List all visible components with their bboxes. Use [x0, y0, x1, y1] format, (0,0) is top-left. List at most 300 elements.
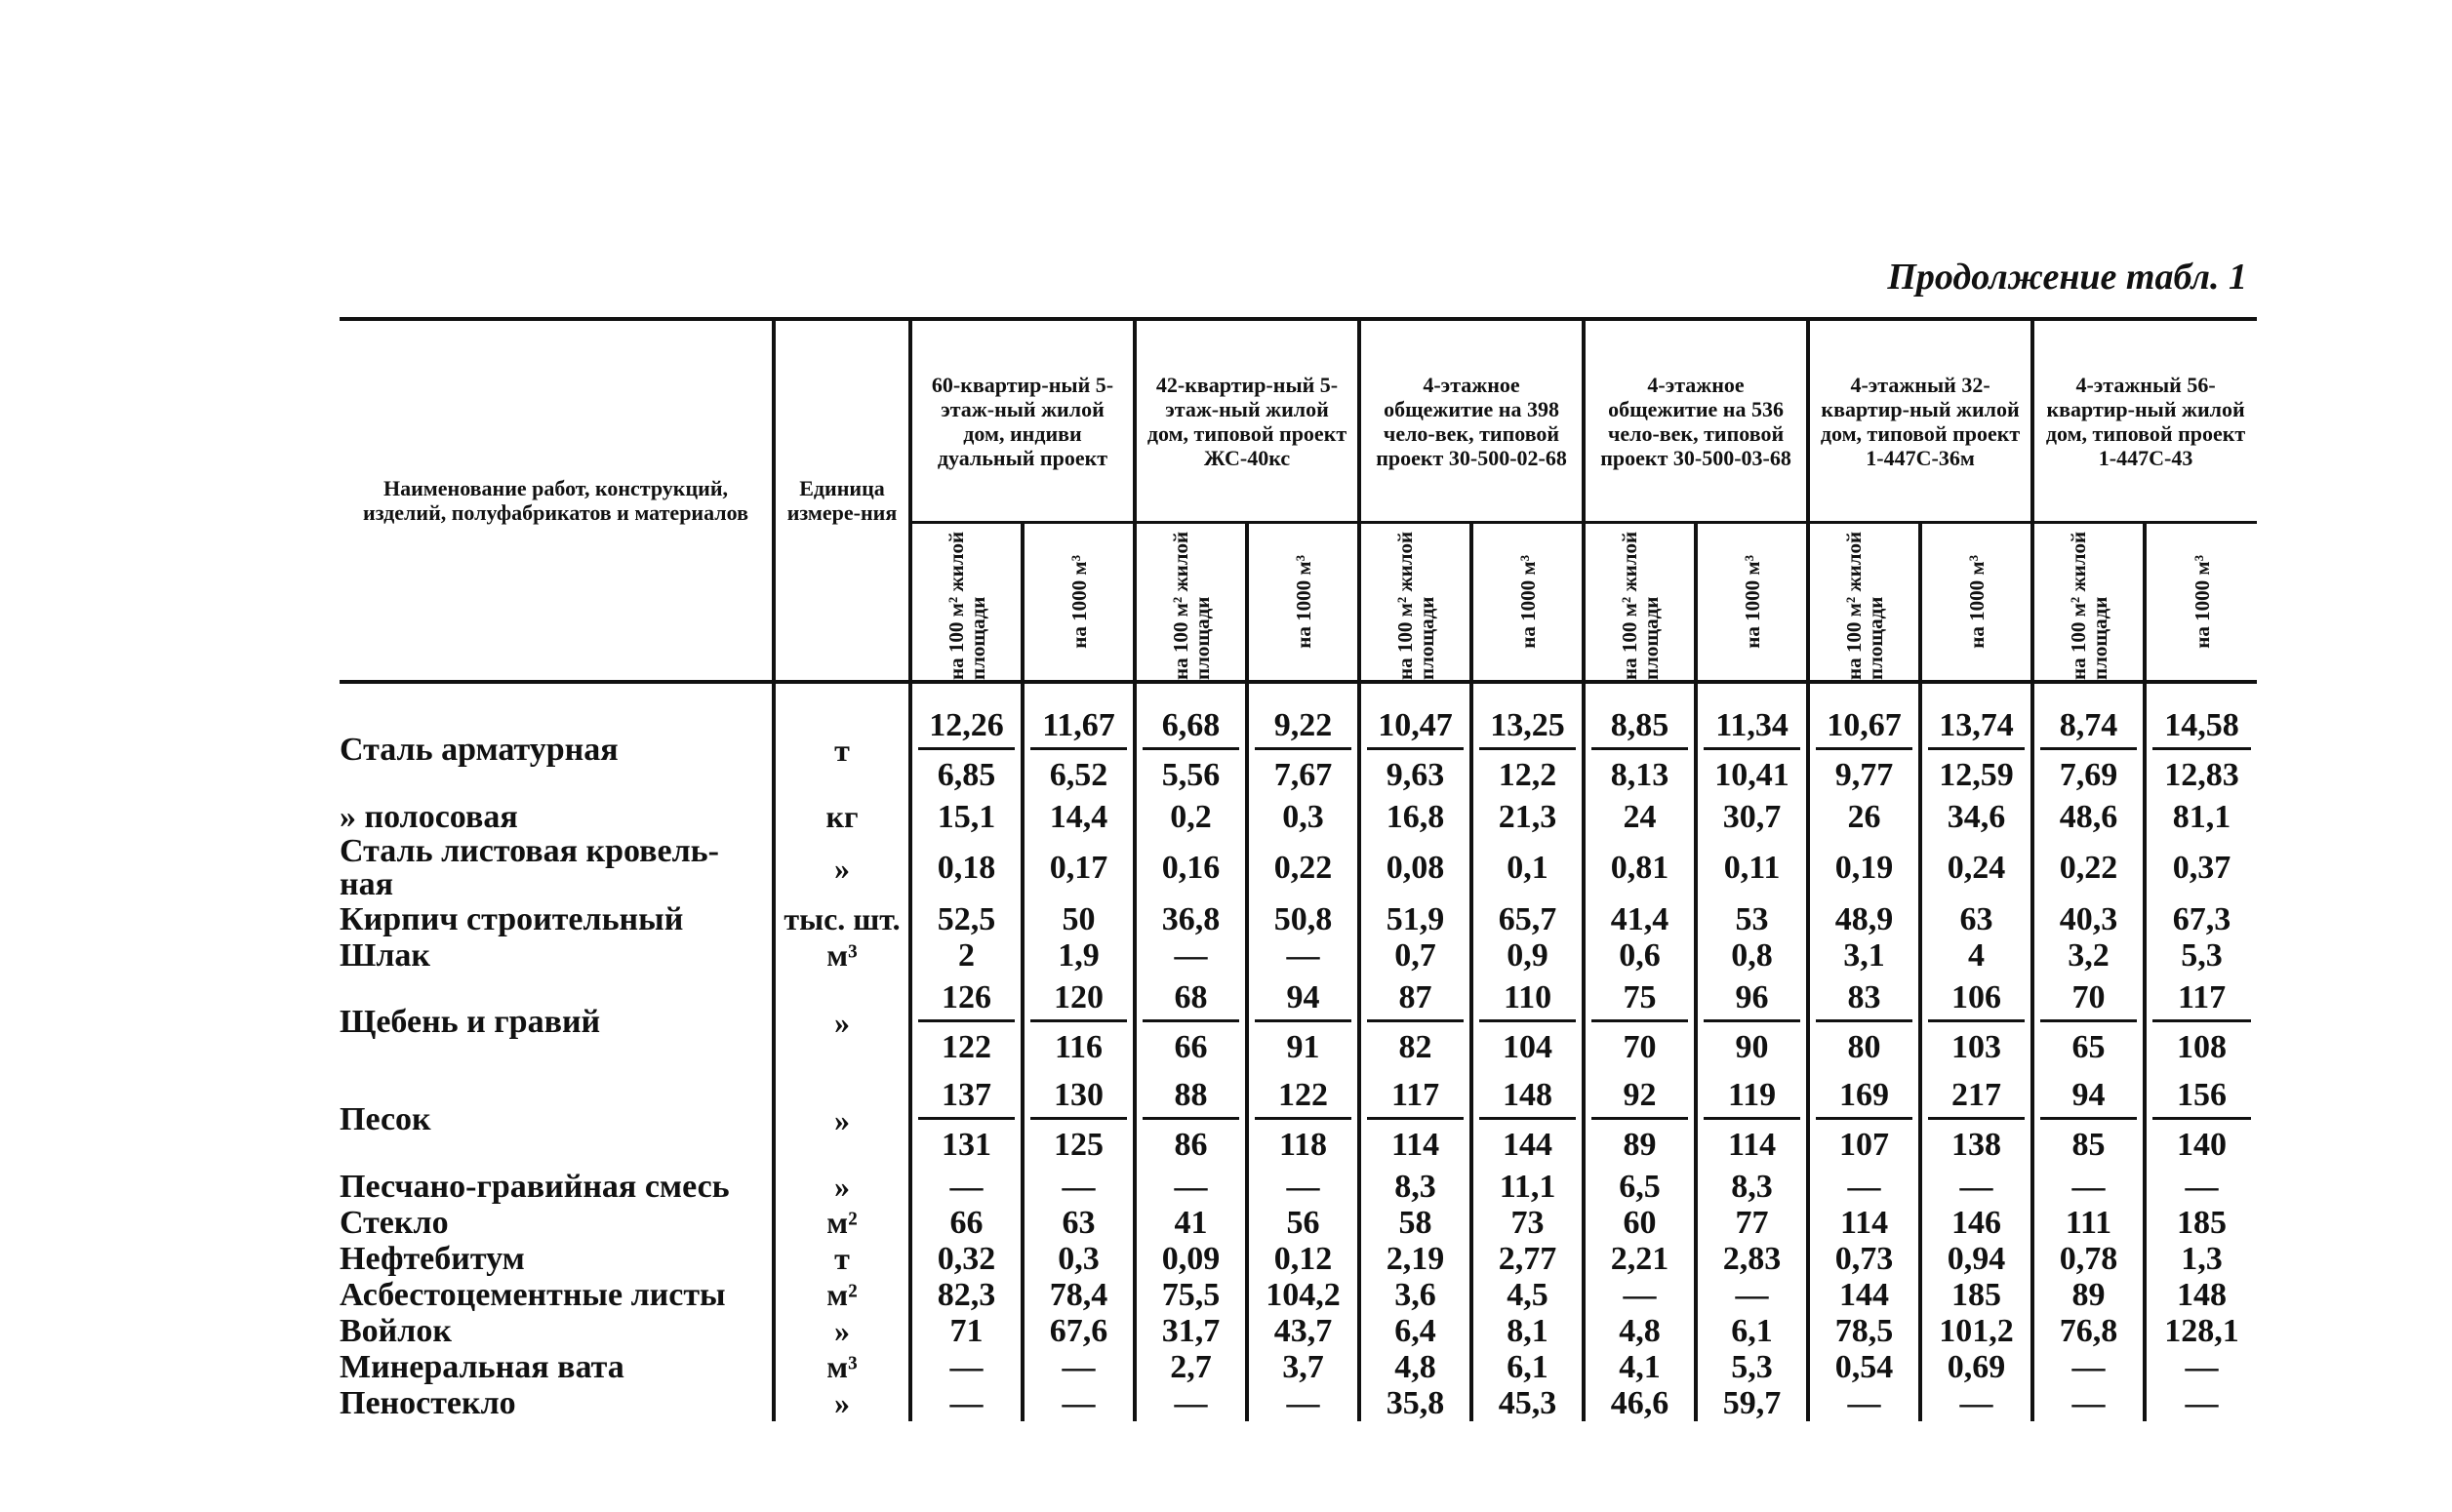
header-unit-column: Единица измере-ния — [774, 319, 910, 682]
value-denominator: 140 — [2177, 1126, 2228, 1163]
fraction-cell — [1696, 974, 1808, 1071]
value-cell: 50,8 — [1247, 901, 1359, 937]
value-cell: — — [910, 1169, 1023, 1205]
fraction-cell — [1584, 974, 1696, 1071]
value-cell: 0,81 — [1584, 835, 1696, 901]
spacer-cell — [910, 682, 1023, 701]
spacer-cell — [1359, 682, 1471, 701]
value-denominator: 104 — [1503, 1028, 1553, 1065]
value-cell: 0,3 — [1247, 799, 1359, 835]
value-numerator: 87 — [1367, 980, 1464, 1022]
value-cell: 2,21 — [1584, 1241, 1696, 1277]
value-cell: 0,2 — [1135, 799, 1247, 835]
fraction-cell — [2032, 1071, 2145, 1169]
table-row — [340, 901, 2257, 937]
value-cell: 4,8 — [1359, 1349, 1471, 1385]
value-denominator: 9,77 — [1834, 756, 1894, 793]
value-cell: 65,7 — [1471, 901, 1584, 937]
material-name: Сталь листовая кровель-ная — [340, 833, 719, 902]
value-cell: 11,1 — [1471, 1169, 1584, 1205]
value-cell: 89 — [2032, 1277, 2145, 1313]
value-cell: — — [1023, 1169, 1135, 1205]
subheader-per-100m2 — [2032, 523, 2145, 683]
value-cell: 15,1 — [910, 799, 1023, 835]
value-denominator: 10,41 — [1714, 756, 1789, 793]
value-cell: 0,18 — [910, 835, 1023, 901]
value-numerator: 6,68 — [1143, 708, 1239, 750]
value-cell: 0,1 — [1471, 835, 1584, 901]
fraction-cell — [1247, 1071, 1359, 1169]
spacer-cell — [1135, 682, 1247, 701]
fraction-cell — [1808, 701, 1920, 799]
value-denominator: 5,56 — [1161, 756, 1221, 793]
subheader-label: на 1000 м³ — [1964, 555, 1989, 649]
value-denominator: 108 — [2177, 1028, 2228, 1065]
value-cell: — — [2145, 1385, 2257, 1421]
value-denominator: 12,59 — [1939, 756, 2014, 793]
subheader-label: на 1000 м³ — [1740, 555, 1764, 649]
value-cell: 16,8 — [1359, 799, 1471, 835]
table-row — [340, 1071, 2257, 1169]
subheader-wrap — [2034, 524, 2143, 680]
value-denominator: 114 — [1727, 1126, 1777, 1163]
value-cell: 128,1 — [2145, 1313, 2257, 1349]
subheader-label: на 100 м² жилой площади — [1841, 531, 1887, 680]
value-cell: — — [1920, 1385, 2032, 1421]
fraction-cell — [2145, 701, 2257, 799]
value-numerator: 92 — [1591, 1078, 1688, 1120]
value-cell: — — [2145, 1349, 2257, 1385]
value-denominator: 12,2 — [1498, 756, 1557, 793]
unit-cell: » — [774, 835, 910, 901]
subheader-label: на 100 м² жилой площади — [1617, 531, 1663, 680]
value-denominator: 66 — [1174, 1028, 1208, 1065]
value-cell: 8,3 — [1359, 1169, 1471, 1205]
value-cell: 71 — [910, 1313, 1023, 1349]
subheader-wrap — [1137, 524, 1245, 680]
material-name: Нефтебитум — [340, 1240, 525, 1277]
value-numerator: 10,67 — [1816, 708, 1912, 750]
materials-table-container — [340, 317, 2257, 1421]
unit-cell: » — [774, 1385, 910, 1421]
spacer-cell — [1808, 682, 1920, 701]
value-cell: 58 — [1359, 1205, 1471, 1241]
fraction-cell — [1471, 1071, 1584, 1169]
material-name: Щебень и гравий — [340, 1004, 601, 1040]
header-group: 60-квартир-ный 5-этаж-ный жилой дом, индиви дуальный проект — [910, 319, 1135, 523]
subheader-per-1000m3 — [1471, 523, 1584, 683]
value-cell: — — [1023, 1385, 1135, 1421]
subheader-wrap — [2147, 524, 2257, 680]
header-group: 4-этажное общежитие на 398 чело-век, типовой проект 30-500-02-68 — [1359, 319, 1584, 523]
value-numerator: 11,67 — [1030, 708, 1127, 750]
spacer-cell — [340, 682, 774, 701]
spacer-cell — [2032, 682, 2145, 701]
subheader-label: на 1000 м³ — [1291, 555, 1315, 649]
material-name: » полосовая — [340, 798, 518, 835]
value-numerator: 94 — [1255, 980, 1351, 1022]
value-cell: 3,6 — [1359, 1277, 1471, 1313]
value-cell: 46,6 — [1584, 1385, 1696, 1421]
value-cell: 3,7 — [1247, 1349, 1359, 1385]
value-cell: 82,3 — [910, 1277, 1023, 1313]
subheader-wrap — [1922, 524, 2030, 680]
value-cell: — — [2032, 1385, 2145, 1421]
value-denominator: 7,69 — [2059, 756, 2118, 793]
value-cell: 3,2 — [2032, 937, 2145, 974]
subheader-per-100m2 — [910, 523, 1023, 683]
value-numerator: 130 — [1030, 1078, 1127, 1120]
fraction-cell — [1696, 701, 1808, 799]
material-name: Кирпич строительный — [340, 900, 684, 937]
spacer-cell — [774, 682, 910, 701]
value-cell: 4,8 — [1584, 1313, 1696, 1349]
value-cell: — — [1135, 1169, 1247, 1205]
value-cell: 56 — [1247, 1205, 1359, 1241]
value-cell: — — [1247, 937, 1359, 974]
fraction-cell — [1359, 974, 1471, 1071]
table-caption: Продолжение табл. 1 — [1887, 257, 2247, 298]
value-numerator: 13,25 — [1479, 708, 1576, 750]
value-numerator: 14,58 — [2152, 708, 2251, 750]
value-cell: 77 — [1696, 1205, 1808, 1241]
subheader-wrap — [912, 524, 1021, 680]
fraction-cell — [1135, 974, 1247, 1071]
unit-cell: кг — [774, 799, 910, 835]
value-cell: 114 — [1808, 1205, 1920, 1241]
subheader-wrap — [1586, 524, 1694, 680]
fraction-cell — [1584, 701, 1696, 799]
value-cell: 0,7 — [1359, 937, 1471, 974]
material-name: Песчано-гравийная смесь — [340, 1168, 730, 1205]
value-cell: 0,22 — [1247, 835, 1359, 901]
table-row — [340, 1349, 2257, 1385]
value-denominator: 9,63 — [1386, 756, 1445, 793]
material-name: Стекло — [340, 1204, 449, 1241]
fraction-cell — [1471, 974, 1584, 1071]
spacer-cell — [1696, 682, 1808, 701]
table-row — [340, 1205, 2257, 1241]
value-numerator: 148 — [1479, 1078, 1576, 1120]
value-cell: 5,3 — [2145, 937, 2257, 974]
value-cell: 148 — [2145, 1277, 2257, 1313]
subheader-label: на 1000 м³ — [2190, 555, 2214, 649]
value-cell: 2,83 — [1696, 1241, 1808, 1277]
value-cell: 6,4 — [1359, 1313, 1471, 1349]
fraction-cell — [1023, 701, 1135, 799]
value-cell: 53 — [1696, 901, 1808, 937]
spacer-cell — [1920, 682, 2032, 701]
value-cell: 0,69 — [1920, 1349, 2032, 1385]
value-cell: 111 — [2032, 1205, 2145, 1241]
value-cell: 63 — [1023, 1205, 1135, 1241]
value-cell: 21,3 — [1471, 799, 1584, 835]
subheader-label: на 100 м² жилой площади — [1392, 531, 1438, 680]
unit-cell: т — [774, 701, 910, 799]
material-name: Войлок — [340, 1312, 452, 1349]
fraction-cell — [1359, 1071, 1471, 1169]
value-cell: 0,37 — [2145, 835, 2257, 901]
fraction-cell — [2032, 974, 2145, 1071]
unit-cell: м³ — [774, 937, 910, 974]
value-numerator: 8,74 — [2040, 708, 2137, 750]
value-cell: 0,24 — [1920, 835, 2032, 901]
value-denominator: 7,67 — [1273, 756, 1333, 793]
value-numerator: 11,34 — [1704, 708, 1800, 750]
value-numerator: 110 — [1479, 980, 1576, 1022]
value-cell: 8,1 — [1471, 1313, 1584, 1349]
value-numerator: 8,85 — [1591, 708, 1688, 750]
unit-cell: » — [774, 1169, 910, 1205]
spacer-row — [340, 682, 2257, 701]
material-name: Сталь арматурная — [340, 732, 619, 768]
unit-cell: м³ — [774, 1349, 910, 1385]
value-numerator: 68 — [1143, 980, 1239, 1022]
value-cell: — — [1808, 1169, 1920, 1205]
spacer-cell — [1584, 682, 1696, 701]
value-cell: 26 — [1808, 799, 1920, 835]
value-numerator: 137 — [918, 1078, 1015, 1120]
unit-cell: » — [774, 1071, 910, 1169]
value-denominator: 107 — [1839, 1126, 1890, 1163]
table-row — [340, 799, 2257, 835]
value-cell: — — [910, 1349, 1023, 1385]
table-row — [340, 974, 2257, 1071]
fraction-cell — [1584, 1071, 1696, 1169]
spacer-cell — [1247, 682, 1359, 701]
value-cell: 14,4 — [1023, 799, 1135, 835]
value-denominator: 114 — [1390, 1126, 1440, 1163]
subheader-wrap — [1473, 524, 1582, 680]
value-cell: 0,22 — [2032, 835, 2145, 901]
value-numerator: 9,22 — [1255, 708, 1351, 750]
value-cell: 101,2 — [1920, 1313, 2032, 1349]
subheader-label: на 1000 м³ — [1515, 555, 1540, 649]
value-denominator: 138 — [1951, 1126, 2002, 1163]
value-cell: 34,6 — [1920, 799, 2032, 835]
fraction-cell — [1696, 1071, 1808, 1169]
value-cell: 2 — [910, 937, 1023, 974]
spacer-cell — [1023, 682, 1135, 701]
value-cell: 0,17 — [1023, 835, 1135, 901]
material-name: Шлак — [340, 936, 431, 974]
value-denominator: 144 — [1503, 1126, 1553, 1163]
value-cell: 0,09 — [1135, 1241, 1247, 1277]
value-cell: 51,9 — [1359, 901, 1471, 937]
value-cell: 75,5 — [1135, 1277, 1247, 1313]
value-denominator: 103 — [1951, 1028, 2002, 1065]
value-cell: 0,11 — [1696, 835, 1808, 901]
table-row — [340, 701, 2257, 799]
value-denominator: 116 — [1054, 1028, 1104, 1065]
value-cell: — — [1584, 1277, 1696, 1313]
subheader-per-1000m3 — [1696, 523, 1808, 683]
value-cell: 0,73 — [1808, 1241, 1920, 1277]
unit-cell: м² — [774, 1205, 910, 1241]
fraction-cell — [1247, 701, 1359, 799]
fraction-cell — [1808, 1071, 1920, 1169]
value-cell: 4 — [1920, 937, 2032, 974]
value-numerator: 96 — [1704, 980, 1800, 1022]
fraction-cell — [2032, 701, 2145, 799]
fraction-cell — [910, 701, 1023, 799]
table-row — [340, 1385, 2257, 1421]
table-row — [340, 1169, 2257, 1205]
value-numerator: 120 — [1030, 980, 1127, 1022]
unit-cell: тыс. шт. — [774, 901, 910, 937]
fraction-cell — [1135, 1071, 1247, 1169]
value-cell: 0,16 — [1135, 835, 1247, 901]
value-numerator: 119 — [1704, 1078, 1800, 1120]
value-cell: 0,19 — [1808, 835, 1920, 901]
table-row — [340, 1241, 2257, 1277]
subheader-per-100m2 — [1584, 523, 1696, 683]
value-cell: 78,5 — [1808, 1313, 1920, 1349]
value-cell: 0,9 — [1471, 937, 1584, 974]
value-cell: 48,9 — [1808, 901, 1920, 937]
spacer-cell — [1471, 682, 1584, 701]
value-denominator: 70 — [1623, 1028, 1657, 1065]
value-cell: — — [1247, 1169, 1359, 1205]
value-numerator: 156 — [2152, 1078, 2251, 1120]
subheader-label: на 1000 м³ — [1066, 555, 1091, 649]
header-group: 42-квартир-ный 5-этаж-ный жилой дом, типовой проект ЖС-40кс — [1135, 319, 1359, 523]
value-cell: — — [1023, 1349, 1135, 1385]
subheader-per-100m2 — [1808, 523, 1920, 683]
subheader-wrap — [1025, 524, 1133, 680]
value-cell: — — [1247, 1385, 1359, 1421]
value-cell: 1,9 — [1023, 937, 1135, 974]
value-cell: 8,3 — [1696, 1169, 1808, 1205]
value-cell: 50 — [1023, 901, 1135, 937]
value-numerator: 70 — [2040, 980, 2137, 1022]
materials-table — [340, 317, 2257, 1421]
value-cell: 6,5 — [1584, 1169, 1696, 1205]
subheader-wrap — [1810, 524, 1918, 680]
value-denominator: 122 — [942, 1028, 991, 1065]
value-cell: 45,3 — [1471, 1385, 1584, 1421]
subheader-per-1000m3 — [1023, 523, 1135, 683]
value-cell: 43,7 — [1247, 1313, 1359, 1349]
unit-cell: м² — [774, 1277, 910, 1313]
value-cell: 2,77 — [1471, 1241, 1584, 1277]
value-cell: 24 — [1584, 799, 1696, 835]
value-numerator: 122 — [1255, 1078, 1351, 1120]
subheader-per-1000m3 — [2145, 523, 2257, 683]
value-numerator: 94 — [2040, 1078, 2137, 1120]
value-cell: 4,5 — [1471, 1277, 1584, 1313]
table-row — [340, 1277, 2257, 1313]
value-denominator: 91 — [1286, 1028, 1320, 1065]
value-cell: — — [1920, 1169, 2032, 1205]
value-cell: 35,8 — [1359, 1385, 1471, 1421]
table-row — [340, 937, 2257, 974]
fraction-cell — [1359, 701, 1471, 799]
value-cell: 0,12 — [1247, 1241, 1359, 1277]
value-cell: 76,8 — [2032, 1313, 2145, 1349]
value-denominator: 82 — [1398, 1028, 1432, 1065]
value-denominator: 8,13 — [1610, 756, 1669, 793]
value-cell: 73 — [1471, 1205, 1584, 1241]
value-numerator: 169 — [1816, 1078, 1912, 1120]
fraction-cell — [1471, 701, 1584, 799]
value-cell: 0,6 — [1584, 937, 1696, 974]
subheader-per-1000m3 — [1247, 523, 1359, 683]
fraction-cell — [1023, 974, 1135, 1071]
value-cell: — — [1808, 1385, 1920, 1421]
value-denominator: 89 — [1623, 1126, 1657, 1163]
value-cell: 104,2 — [1247, 1277, 1359, 1313]
unit-cell: » — [774, 1313, 910, 1349]
header-group: 4-этажное общежитие на 536 чело-век, типовой проект 30-500-03-68 — [1584, 319, 1808, 523]
value-numerator: 12,26 — [918, 708, 1015, 750]
value-numerator: 117 — [1367, 1078, 1464, 1120]
value-cell: 31,7 — [1135, 1313, 1247, 1349]
value-cell: 3,1 — [1808, 937, 1920, 974]
value-cell: 0,54 — [1808, 1349, 1920, 1385]
table-row — [340, 835, 2257, 901]
value-cell: 0,94 — [1920, 1241, 2032, 1277]
value-numerator: 126 — [918, 980, 1015, 1022]
value-cell: 4,1 — [1584, 1349, 1696, 1385]
value-numerator: 10,47 — [1367, 708, 1464, 750]
value-cell: 67,3 — [2145, 901, 2257, 937]
material-name: Пеностекло — [340, 1384, 516, 1421]
value-cell: 2,19 — [1359, 1241, 1471, 1277]
value-cell: 59,7 — [1696, 1385, 1808, 1421]
subheader-label: на 100 м² жилой площади — [944, 531, 989, 680]
subheader-label: на 100 м² жилой площади — [1168, 531, 1214, 680]
value-denominator: 6,85 — [937, 756, 996, 793]
value-cell: 185 — [2145, 1205, 2257, 1241]
value-cell: 41,4 — [1584, 901, 1696, 937]
value-denominator: 12,83 — [2164, 756, 2239, 793]
value-numerator: 106 — [1928, 980, 2025, 1022]
value-cell: 78,4 — [1023, 1277, 1135, 1313]
value-cell: 6,1 — [1471, 1349, 1584, 1385]
value-cell: 67,6 — [1023, 1313, 1135, 1349]
fraction-cell — [910, 974, 1023, 1071]
value-cell: 36,8 — [1135, 901, 1247, 937]
value-denominator: 85 — [2071, 1126, 2106, 1163]
fraction-cell — [1135, 701, 1247, 799]
subheader-wrap — [1361, 524, 1469, 680]
spacer-cell — [2145, 682, 2257, 701]
value-cell: 2,7 — [1135, 1349, 1247, 1385]
fraction-cell — [1247, 974, 1359, 1071]
fraction-cell — [1023, 1071, 1135, 1169]
value-cell: 66 — [910, 1205, 1023, 1241]
value-numerator: 117 — [2152, 980, 2251, 1022]
subheader-per-1000m3 — [1920, 523, 2032, 683]
fraction-cell — [2145, 974, 2257, 1071]
fraction-cell — [1920, 974, 2032, 1071]
fraction-cell — [1808, 974, 1920, 1071]
value-cell: 41 — [1135, 1205, 1247, 1241]
value-cell: 185 — [1920, 1277, 2032, 1313]
value-numerator: 217 — [1928, 1078, 2025, 1120]
subheader-per-100m2 — [1359, 523, 1471, 683]
value-numerator: 75 — [1591, 980, 1688, 1022]
value-cell: 48,6 — [2032, 799, 2145, 835]
subheader-wrap — [1249, 524, 1357, 680]
fraction-cell — [910, 1071, 1023, 1169]
subheader-wrap — [1698, 524, 1806, 680]
value-cell: 146 — [1920, 1205, 2032, 1241]
value-cell: 30,7 — [1696, 799, 1808, 835]
value-denominator: 6,52 — [1049, 756, 1108, 793]
value-cell: — — [2032, 1169, 2145, 1205]
